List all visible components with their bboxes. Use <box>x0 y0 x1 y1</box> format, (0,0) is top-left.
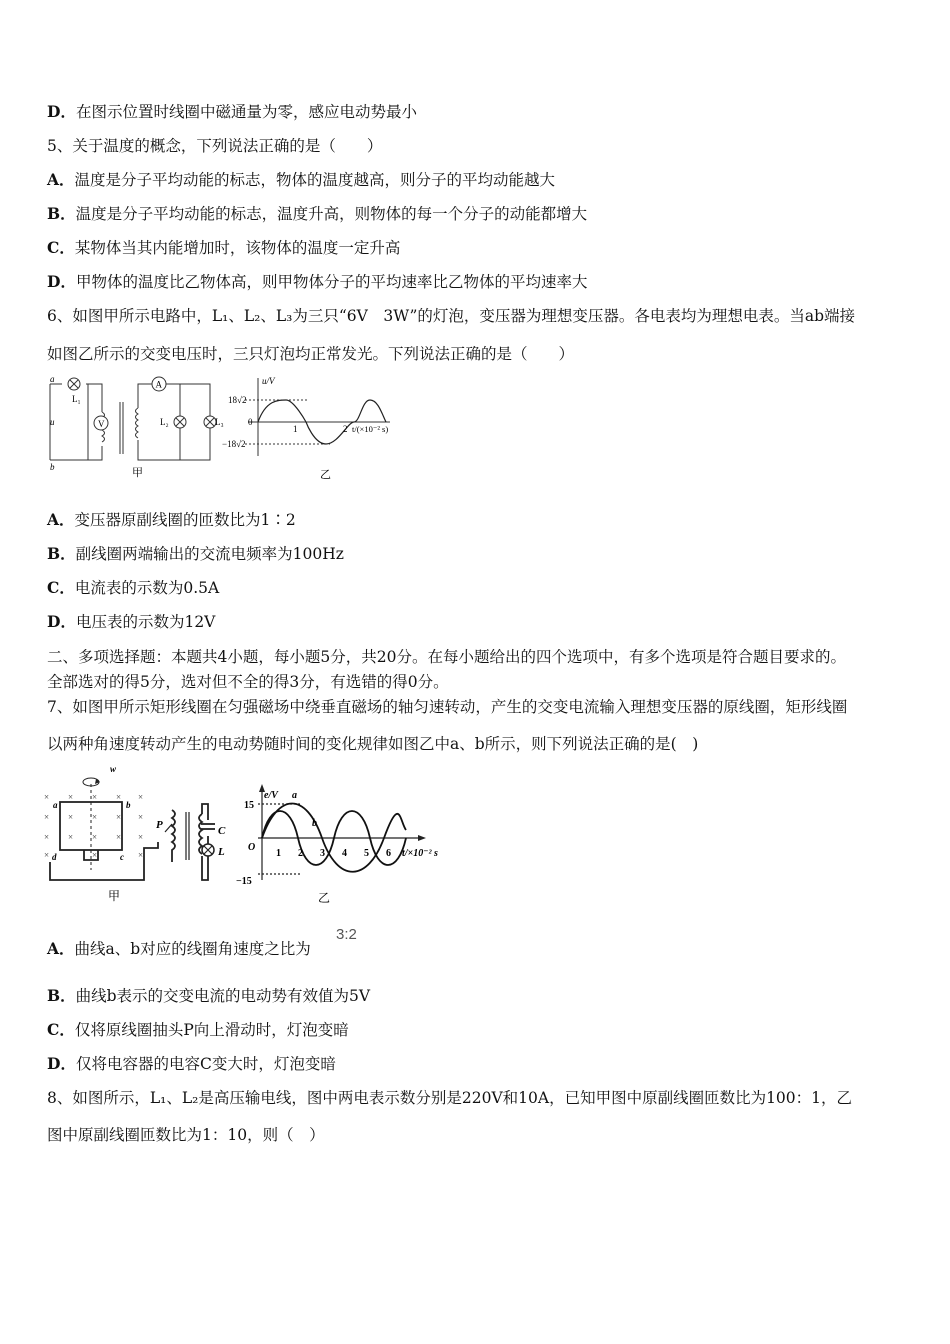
tap-p-label: P <box>156 819 163 831</box>
q6-stem-line2: 如图乙所示的交变电压时，三只灯泡均正常发光。下列说法正确的是（ ） <box>47 345 575 363</box>
fig7-tick-1: 1 <box>276 848 281 859</box>
q7-option-a: A．曲线a、b对应的线圈角速度之比为 <box>47 939 311 958</box>
svg-text:A: A <box>155 379 162 390</box>
corner-c-label: c <box>120 852 124 862</box>
lamp-l-icon <box>202 844 214 856</box>
fig7-tick-2: 2 <box>298 848 303 859</box>
lamp-l2-icon <box>174 416 186 428</box>
l3-label: L₃ <box>215 417 224 427</box>
fig6-ylabel: u/V <box>262 376 275 386</box>
svg-text:×: × <box>116 792 122 802</box>
fig7-caption-b: 乙 <box>318 891 331 905</box>
fig6-zero: 0 <box>248 417 253 427</box>
q6-stem-line1: 6、如图甲所示电路中，L₁、L₂、L₃为三只“6V 3W”的灯泡，变压器为理想变压器。各电表均为理想电表。当ab端接 <box>47 307 856 325</box>
section2-instructions-1: 二、多项选择题：本题共4小题，每小题5分，共20分。在每小题给出的四个选项中，有多个选项是符合题目要求的。 <box>47 648 846 666</box>
fig6-ymax: 18√2 <box>228 395 247 405</box>
svg-text:×: × <box>92 850 98 860</box>
svg-text:×: × <box>116 812 122 822</box>
svg-text:×: × <box>92 812 98 822</box>
svg-text:×: × <box>138 812 144 822</box>
l2-label: L₂ <box>160 417 169 427</box>
svg-text:×: × <box>44 812 50 822</box>
q6-option-b: B．副线圈两端输出的交流电频率为100Hz <box>47 544 344 563</box>
q6-option-a: A．变压器原副线圈的匝数比为1∶2 <box>47 510 296 529</box>
l1-label: L₁ <box>72 394 81 404</box>
svg-text:×: × <box>116 832 122 842</box>
q8-stem-line1: 8、如图所示，L₁、L₂是高压输电线，图中两电表示数分别是220V和10A，已知甲图中原副线圈匝数比为100：1，乙 <box>47 1089 853 1107</box>
fig7-caption-a: 甲 <box>108 889 121 903</box>
curve-a-label: a <box>292 790 297 801</box>
fig6-tick-1: 1 <box>293 424 298 434</box>
svg-text:×: × <box>68 812 74 822</box>
svg-text:×: × <box>68 792 74 802</box>
svg-text:×: × <box>44 832 50 842</box>
svg-text:×: × <box>138 792 144 802</box>
ammeter-icon <box>152 377 166 391</box>
corner-b-label: b <box>126 800 131 810</box>
corner-a-label: a <box>53 800 58 810</box>
svg-text:×: × <box>138 832 144 842</box>
terminal-b-label: b <box>50 462 55 472</box>
svg-text:×: × <box>68 832 74 842</box>
q5-stem: 5、关于温度的概念，下列说法正确的是（ ） <box>47 137 383 155</box>
q7-option-b: B．曲线b表示的交变电流的电动势有效值为5V <box>47 986 371 1005</box>
fig7-tick-3: 3 <box>320 848 325 859</box>
fig6-xlabel: t/(×10⁻² s) <box>352 424 389 434</box>
q5-option-a: A．温度是分子平均动能的标志，物体的温度越高，则分子的平均动能越大 <box>47 170 556 189</box>
fig7-ymin: −15 <box>236 876 252 887</box>
fig7-ymax: 15 <box>244 800 254 811</box>
q4-option-d: D．在图示位置时线圈中磁通量为零，感应电动势最小 <box>47 102 417 121</box>
q7-stem-line2: 以两种角速度转动产生的电动势随时间的变化规律如图乙中a、b所示，则下列说法正确的是( ) <box>47 735 699 753</box>
fig7-ylabel: e/V <box>264 790 278 801</box>
q5-option-c: C．某物体当其内能增加时，该物体的温度一定升高 <box>47 238 401 257</box>
section2-instructions-2: 全部选对的得5分，选对但不全的得3分，有选错的得0分。 <box>47 673 449 691</box>
q7-stem-line1: 7、如图甲所示矩形线圈在匀强磁场中绕垂直磁场的轴匀速转动，产生的交变电流输入理想变压器的原线圈，矩形线圈 <box>47 698 848 716</box>
fig7-tick-5: 5 <box>364 848 369 859</box>
fig6-caption-a: 甲 <box>132 467 143 479</box>
fig6-caption-b: 乙 <box>320 469 331 481</box>
voltage-u-label: u <box>50 417 55 427</box>
svg-text:×: × <box>92 792 98 802</box>
svg-text:×: × <box>138 850 144 860</box>
q8-stem-line2: 图中原副线圈匝数比为1：10，则（ ） <box>47 1126 325 1144</box>
svg-text:×: × <box>92 832 98 842</box>
corner-d-label: d <box>52 852 57 862</box>
capacitor-c-label: C <box>218 825 226 837</box>
q7-option-d: D．仅将电容器的电容C变大时，灯泡变暗 <box>47 1054 336 1073</box>
fig6-tick-2: 2 <box>343 424 348 434</box>
fig7-xlabel: t/×10⁻² s <box>402 848 438 859</box>
fig6-ymin: −18√2 <box>222 439 246 449</box>
fig7-origin: O <box>248 842 256 853</box>
fig7-tick-4: 4 <box>342 848 347 859</box>
lamp-l1-icon <box>68 378 80 390</box>
q5-option-d: D．甲物体的温度比乙物体高，则甲物体分子的平均速率比乙物体的平均速率大 <box>47 272 588 291</box>
svg-text:×: × <box>44 792 50 802</box>
lamp-l-label: L <box>218 846 225 858</box>
omega-label: w <box>110 764 117 774</box>
q6-option-c: C．电流表的示数为0.5A <box>47 578 220 597</box>
fig7-tick-6: 6 <box>386 848 391 859</box>
svg-text:V: V <box>98 419 105 429</box>
q7-option-c: C．仅将原线圈抽头P向上滑动时，灯泡变暗 <box>47 1020 349 1039</box>
ratio-image-text: 3:2 <box>336 926 357 943</box>
terminal-a-label: a <box>50 374 55 384</box>
svg-text:×: × <box>44 850 50 860</box>
q6-figure <box>40 372 420 484</box>
q7-figure <box>40 762 470 910</box>
q6-option-d: D．电压表的示数为12V <box>47 612 216 631</box>
q5-option-b: B．温度是分子平均动能的标志，温度升高，则物体的每一个分子的动能都增大 <box>47 204 588 223</box>
voltmeter-icon <box>94 416 108 430</box>
capacitor-c-icon <box>201 824 215 829</box>
curve-b-label: b <box>312 818 317 829</box>
